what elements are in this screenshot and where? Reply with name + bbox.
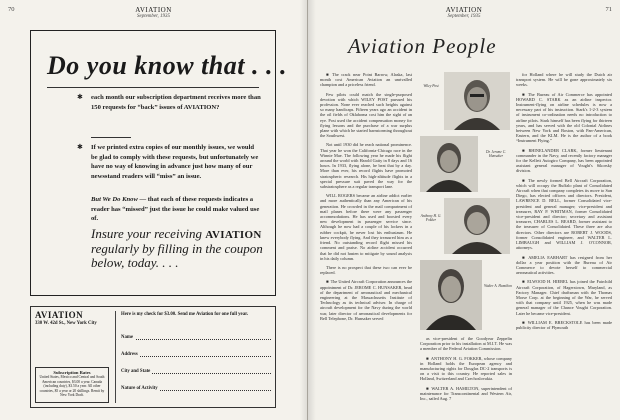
left-page (0, 0, 308, 420)
portrait-fokker (444, 198, 510, 254)
article-paragraph: ■ RHINELANDER CLARK, former lieutenant commander in the Navy, and recently factory manager for the Kellett Autogiro Company, has been appointed assistant general manager of Vought's Sikorsky division. (516, 147, 612, 174)
activity-field-label: Nature of Activity (121, 386, 158, 391)
article-column-3 (516, 72, 612, 334)
article-paragraph: ■ AMELIA EARHART has resigned from her dollar a year position with the Bureau of Air Commerce to devote herself to commercial aeronautical activities. (516, 254, 612, 276)
bullet-icon: ■ (326, 72, 331, 77)
ad-paragraph-3-rest: — that each of these requests indicates a reader has “missed” just the issue he could make valued use of. (91, 196, 260, 222)
page-number: 71 (605, 6, 612, 13)
right-page (308, 0, 620, 420)
running-head-magazine: AVIATION (135, 6, 172, 14)
bullet-icon: ■ (426, 355, 429, 361)
article-paragraph: as vice-president of the Goodyear Zeppelin Corporation prior to his installation at M.I.T. He was a member of the Federal Aviation Commission. (420, 336, 512, 352)
portrait-wiley-post (444, 72, 510, 130)
divider (91, 137, 131, 138)
subscription-rates-box (35, 367, 109, 403)
address-field[interactable] (121, 348, 271, 358)
article-paragraph: for Holland where he will study the Dutch air transport system. He will be gone approximately six weeks. (516, 72, 612, 88)
running-head-magazine: AVIATION (445, 6, 483, 14)
caption-post: Wiley Post (423, 84, 439, 88)
caption-fokker: Anthony H. G. Fokker (420, 214, 442, 223)
article-paragraph: ■ The crack near Point Barrow, Alaska, last month cost American Aviation an unrivalled champion and a priceless friend. (320, 72, 412, 88)
portrait-hamilton (420, 260, 482, 330)
article-paragraph: ■ WALTER A. HAMILTON, superintendent of maintenance for Transcontinental and Western Air, Inc., sailed Aug. 7 (420, 385, 512, 402)
coupon-intro: Here is my check for $3.00. Send me Aviation for one full year. (121, 312, 248, 317)
article-paragraph: ■ ANTHONY H. G. FOKKER, whose company in Holland holds the European agency and manufacturing rights for Douglas DC-2 transports is on a visit to this country. He reported sales in Holland, Switzerland and Czechoslovakia. (420, 355, 512, 382)
article-paragraph: ■ The Bureau of Air Commerce has appointed HOWARD C. STARK as an airline inspector. Instrument-flying on airline schedules is now a necessary part of his instruction. Stark's 1-2-3 system of instrument co-ordination needs no introduction to airline pilots. Stark himself has been flying for thirteen years, and has served with the old Colonial Airlines between New York and Boston, with Pan-American, Eastern, and the KLM. He is the author of a book “Instrument Flying.” (516, 91, 612, 144)
coupon-brand: AVIATION (35, 310, 84, 320)
ad-paragraph-3-lead: But We Do Know (91, 196, 138, 203)
subscription-coupon (30, 306, 276, 408)
rates-text: United States, Mexico and Central and South American countries, $3.00 a year. Canada (including duty), $3.50 a year. All other countries, $5 a year or 20 shillings. Remit by New York Draft. (39, 375, 105, 398)
bullet-icon: ■ (522, 91, 526, 97)
ad-tagline-part1: Insure your receiving (91, 226, 206, 241)
ad-paragraph-3 (91, 195, 261, 224)
bullet-icon: ■ (522, 279, 526, 285)
running-head-date: September, 1935 (447, 14, 481, 19)
name-field-label: Name (121, 335, 133, 340)
name-field[interactable] (121, 331, 271, 341)
running-head-date: September, 1935 (136, 14, 171, 19)
activity-field[interactable] (121, 382, 271, 392)
city-state-field-label: City and State (121, 369, 151, 374)
bullet-icon: ■ (522, 177, 526, 183)
city-state-field[interactable] (121, 365, 271, 375)
coupon-address: 330 W. 42d St., New York City (35, 321, 97, 326)
bullet-icon: ■ (522, 319, 526, 325)
ad-headline: Do you know that . . . (47, 51, 287, 80)
portrait-hunsaker (420, 136, 478, 192)
article-paragraph: ■ WILLIAM E. BRECKSTOLE has been made publicity director of Plymouth (516, 319, 612, 330)
article-column-2 (420, 336, 512, 405)
article-paragraph: ■ The United Aircraft Corporation announces the appointment of Dr. JEROME C. HUNSAKER, head of the department of aeronautical and mechanical engineering at the Massachusetts Institute of Technology as its technical adviser. In charge of aircraft development for the Navy during the world war, later director of aeronautical developments for Bell Telephone, Dr. Hunsaker served (320, 279, 412, 321)
article-paragraph: Few pilots could match the single-purposed devotion with which WILEY POST pursued his profession. None ever reached such heights against so many handicaps. Fifteen years ago an accident in the oil fields of Oklahoma cost him the sight of an eye. Post used the accident compensation money for flying lessons and the purchase of a war surplus plane with which he started barnstorming throughout the Southwest. (320, 91, 412, 139)
caption-hamilton: Walter A. Hamilton (484, 284, 512, 288)
ad-tagline (91, 227, 267, 270)
bullet-icon: ■ (522, 254, 527, 260)
coupon-divider (115, 311, 116, 403)
ad-paragraph-2: If we printed extra copies of our monthly issues, we would be glad to comply with these requests, but unfortunately we have no way of knowing in advance just how many of our newsstand readers will “miss” an issue. (91, 144, 259, 180)
star-icon: ✱ (77, 93, 83, 101)
subscription-ad (30, 30, 287, 296)
rates-title: Subscription Rates (53, 370, 91, 375)
article-column-1 (320, 72, 412, 325)
page-number: 70 (8, 6, 15, 13)
article-paragraph: WILL ROGERS became an airline addict earlier and more authentically than any American of his generation. He crowded in the mail compartment of mail planes before there were any passenger accommodations. He has used and boosted every new development in passenger service since. Although he now had a couple of his lockers in a rubber cockpit, he never lost his enthusiasm. He knew everybody flying. And they treasured him as a friend. No outstanding record flight missed his comment and praise. No airline accident occurred that he did not hasten to mitigate by sound analysis in his daily column. (320, 193, 412, 261)
ad-tagline-magazine: AVIATION (205, 229, 262, 241)
ad-paragraph-1: each month our subscription department receives more than 150 requests for “back” issues of AVIATION? (91, 94, 261, 111)
section-title: Aviation People (348, 34, 497, 58)
star-icon: ✱ (77, 143, 83, 151)
article-paragraph: ■ The newly formed Bell Aircraft Corporation, which will occupy the Buffalo plant of Consolidated Aircraft when that company completes its move to San Diego, has elected officers and directors. President, LAWRENCE D. BELL, former Consolidated vice-president and general manager; vice-president and treasurer, RAY P. WHITMAN, former Consolidated vice-president and director; secretary and assistant treasurer, CHARLES L. BEARD, former assistant to the treasurer of Consolidated. These three are also directors. Other directors are ROBERT J. WOODS, former Consolidated engineer, and WALTER L. LIMBAUGH and WILLIAM J. O'CONNOR, attorneys. (516, 177, 612, 251)
article-paragraph: There is no prospect that these two can ever be replaced. (320, 264, 412, 276)
divider (47, 87, 259, 88)
ad-tagline-part2: regularly by filling in the coupon below, today. . . . (91, 241, 263, 270)
bullet-icon: ■ (522, 147, 527, 153)
article-paragraph: Not until 1930 did he reach national prominence. That year he won the California-Chicago race in the Winnie Mae. The following year he made his flight around the world with Harold Gatty in 8 days and 16 hours. In 1933, flying alone, he beat that by a day. More than ever, his record flights have promoted stratospheric research. His high-altitude flights in a special pressure suit paved the way for the substratosphere as a regular transport lane. (320, 142, 412, 190)
caption-hunsaker: Dr. Jerome C. Hunsaker (485, 150, 507, 159)
bullet-icon: ■ (426, 385, 430, 391)
address-field-label: Address (121, 352, 138, 357)
bullet-icon: ■ (326, 279, 329, 285)
article-paragraph: ■ ELWOOD H. HIEBEL has joined the Fairchild Aircraft Corporation, of Hagerstown, Maryland, as Factory Manager. Chief draftsman with the Thomas Morse Corp. at the beginning of the War, he served with that company until 1925, when he was made general manager of the Chance Vought Corporation. Later he became vice-president. (516, 279, 612, 316)
